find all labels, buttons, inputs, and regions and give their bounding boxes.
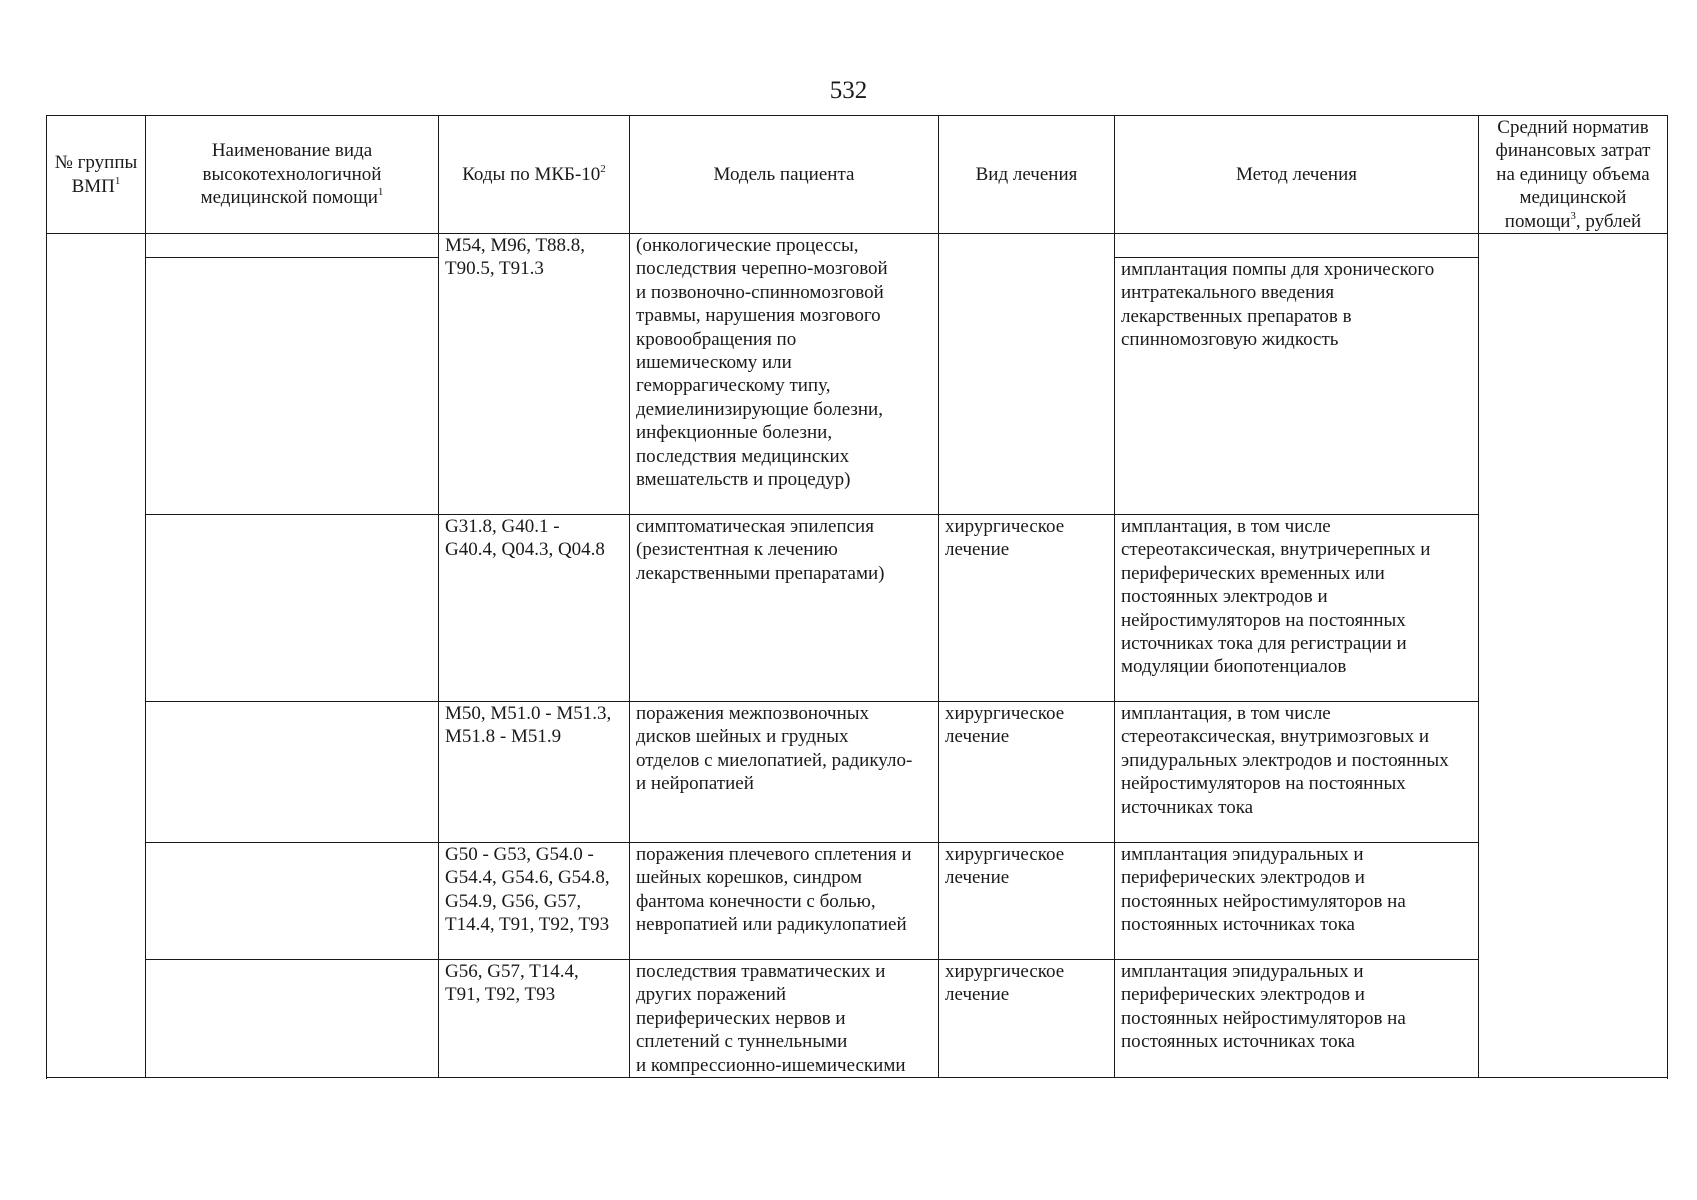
table-row xyxy=(47,960,1668,1078)
header-treatment-kind: Вид лечения xyxy=(939,116,1115,234)
treatment-kind-cell: хирургическое лечение xyxy=(939,702,1115,843)
treatment-method-cell: имплантация эпидуральных и периферических электродов и постоянных нейростимуляторов на постоянных источниках тока xyxy=(1115,960,1479,1078)
patient-model-cell: симптоматическая эпилепсия (резистентная к лечению лекарственными препаратами) xyxy=(630,515,939,702)
treatment-method-cell: имплантация, в том числе стереотаксическая, внутримозговых и эпидуральных электродов и постоянных нейростимуляторов на постоянных источниках тока xyxy=(1115,702,1479,843)
treatment-method-cell: имплантация, в том числе стереотаксическая, внутричерепных и периферических временных или постоянных электродов и нейростимуляторов на постоянных источниках тока для регистрации и модуляции биопотенциалов xyxy=(1115,515,1479,702)
treatment-method-cell xyxy=(1115,234,1479,258)
icd-codes-cell: G31.8, G40.1 - G40.4, Q04.3, Q04.8 xyxy=(439,515,630,702)
header-group-number: № группы ВМП$^1$ xyxy=(47,116,146,234)
table-row xyxy=(47,234,1668,258)
patient-model-cell: последствия травматических и других поражений периферических нервов и сплетений с туннельными и компрессионно-ишемическими xyxy=(630,960,939,1078)
header-service-name: Наименование вида высокотехнологичной медицинской помощи$^1$ xyxy=(146,116,439,234)
cost-norm-cell xyxy=(1479,234,1668,1078)
service-name-cell xyxy=(146,960,439,1078)
services-table xyxy=(46,115,1668,1078)
header-patient-model: Модель пациента xyxy=(630,116,939,234)
treatment-kind-cell: хирургическое лечение xyxy=(939,843,1115,960)
table-header-row xyxy=(47,116,1668,234)
table-row xyxy=(47,843,1668,960)
treatment-kind-cell: хирургическое лечение xyxy=(939,515,1115,702)
table-row xyxy=(47,515,1668,702)
header-treatment-method: Метод лечения xyxy=(1115,116,1479,234)
treatment-method-cell: имплантация эпидуральных и периферических электродов и постоянных нейростимуляторов на постоянных источниках тока xyxy=(1115,843,1479,960)
icd-codes-cell: G56, G57, T14.4, T91, T92, T93 xyxy=(439,960,630,1078)
icd-codes-cell: M54, M96, T88.8, T90.5, T91.3 xyxy=(439,234,630,515)
service-name-cell xyxy=(146,515,439,702)
treatment-kind-cell xyxy=(939,234,1115,515)
table-row xyxy=(47,702,1668,843)
page-number: 532 xyxy=(829,77,868,104)
icd-codes-cell: G50 - G53, G54.0 - G54.4, G54.6, G54.8, G54.9, G56, G57, T14.4, T91, T92, T93 xyxy=(439,843,630,960)
patient-model-cell: поражения межпозвоночных дисков шейных и грудных отделов с миелопатией, радикуло- и нейропатией xyxy=(630,702,939,843)
group-number-cell xyxy=(47,234,146,1078)
service-name-cell xyxy=(146,234,439,258)
header-cost-norm: Средний норматив финансовых затрат на единицу объема медицинской помощи$^3$, рублей xyxy=(1479,116,1668,234)
patient-model-cell: поражения плечевого сплетения и шейных корешков, синдром фантома конечности с болью, невропатией или радикулопатией xyxy=(630,843,939,960)
service-name-cell xyxy=(146,702,439,843)
treatment-method-cell: имплантация помпы для хронического интратекального введения лекарственных препаратов в спинномозговую жидкость xyxy=(1115,258,1479,515)
service-name-cell xyxy=(146,843,439,960)
service-name-cell xyxy=(146,258,439,515)
patient-model-cell: (онкологические процессы, последствия черепно-мозговой и позвоночно-спинномозговой травмы, нарушения мозгового кровообращения по ишемическому или геморрагическому типу, демиелинизирующие болезни, инфекционные болезни, последствия медицинских вмешательств и процедур) xyxy=(630,234,939,515)
treatment-kind-cell: хирургическое лечение xyxy=(939,960,1115,1078)
header-icd-codes: Коды по МКБ-$10^2$ xyxy=(439,116,630,234)
icd-codes-cell: M50, M51.0 - M51.3, M51.8 - M51.9 xyxy=(439,702,630,843)
